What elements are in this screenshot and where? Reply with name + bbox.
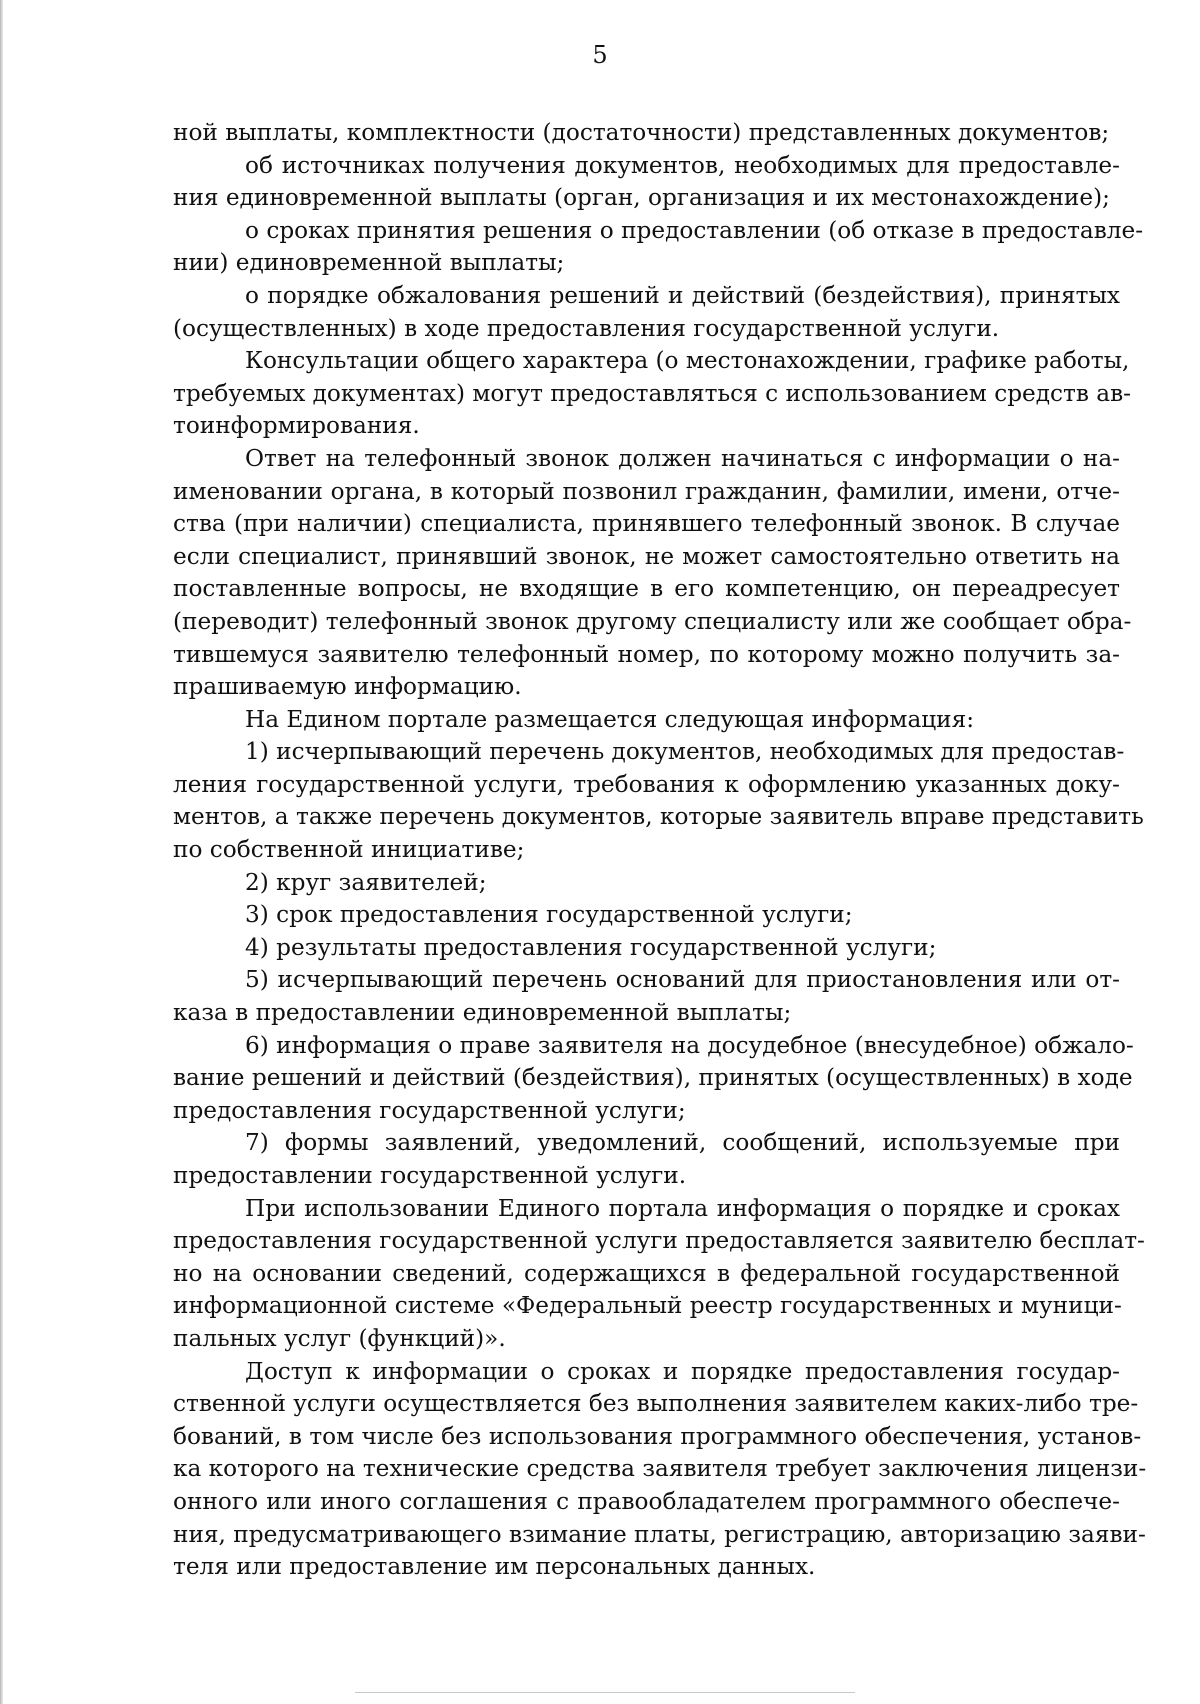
text-line: вание решений и действий (бездействия), принятых (осуществленных) в ходе	[173, 1064, 1133, 1092]
text-line: (переводит) телефонный звонок другому специалисту или же сообщает обра-	[173, 607, 1132, 635]
text-line: прашиваемую информацию.	[173, 673, 522, 701]
text-line: именовании органа, в который позвонил гражданин, фамилии, имени, отче-	[173, 477, 1120, 505]
text-line: требуемых документах) могут предоставляться с использованием средств ав-	[173, 379, 1131, 407]
text-line: о порядке обжалования решений и действий (бездействия), принятых	[245, 281, 1120, 309]
text-line: предоставления государственной услуги;	[173, 1096, 686, 1124]
text-line: ния единовременной выплаты (орган, организация и их местонахождение);	[173, 184, 1110, 212]
text-line: (осуществленных) в ходе предоставления государственной услуги.	[173, 314, 1000, 342]
text-line: Доступ к информации о сроках и порядке предоставления государ-	[245, 1357, 1120, 1385]
text-line: пальных услуг (функций)».	[173, 1324, 506, 1352]
text-line: ния, предусматривающего взимание платы, регистрацию, авторизацию заяви-	[173, 1520, 1146, 1548]
text-line: каза в предоставлении единовременной выплаты;	[173, 999, 792, 1027]
scan-edge-left	[0, 0, 3, 1704]
text-line: информационной системе «Федеральный реестр государственных и муници-	[173, 1292, 1122, 1320]
text-line: 7) формы заявлений, уведомлений, сообщений, используемые при	[245, 1129, 1120, 1157]
text-line: поставленные вопросы, не входящие в его компетенцию, он переадресует	[173, 575, 1120, 603]
text-line: о сроках принятия решения о предоставлении (об отказе в предоставле-	[245, 216, 1144, 244]
scan-edge-bottom	[355, 1692, 855, 1693]
text-line: но на основании сведений, содержащихся в федеральной государственной	[173, 1259, 1120, 1287]
text-line: если специалист, принявший звонок, не может самостоятельно ответить на	[173, 542, 1120, 570]
text-line: 3) срок предоставления государственной услуги;	[245, 901, 853, 929]
text-line: ментов, а также перечень документов, которые заявитель вправе представить	[173, 803, 1144, 831]
text-line: При использовании Единого портала информация о порядке и сроках	[245, 1194, 1120, 1222]
text-line: тившемуся заявителю телефонный номер, по которому можно получить за-	[173, 640, 1120, 668]
text-line: 1) исчерпывающий перечень документов, необходимых для предостав-	[245, 738, 1125, 766]
text-line: ственной услуги осуществляется без выполнения заявителем каких-либо тре-	[173, 1390, 1139, 1418]
text-line: 4) результаты предоставления государственной услуги;	[245, 933, 937, 961]
text-line: На Едином портале размещается следующая информация:	[245, 705, 975, 733]
text-line: ной выплаты, комплектности (достаточности) представленных документов;	[173, 119, 1110, 146]
text-line: ства (при наличии) специалиста, принявшего телефонный звонок. В случае	[173, 510, 1120, 538]
text-line: Ответ на телефонный звонок должен начинаться с информации о на-	[245, 444, 1120, 472]
text-line: теля или предоставление им персональных данных.	[173, 1553, 816, 1581]
text-line: Консультации общего характера (о местонахождении, графике работы,	[245, 347, 1130, 375]
text-line: 2) круг заявителей;	[245, 868, 487, 896]
text-line: ления государственной услуги, требования к оформлению указанных доку-	[173, 770, 1120, 798]
text-line: тоинформирования.	[173, 412, 420, 440]
text-line: онного или иного соглашения с правообладателем программного обеспече-	[173, 1487, 1120, 1515]
text-line: бований, в том числе без использования программного обеспечения, установ-	[173, 1422, 1142, 1450]
body-text	[173, 117, 1147, 1584]
text-line: предоставлении государственной услуги.	[173, 1162, 687, 1189]
text-line: 5) исчерпывающий перечень оснований для приостановления или от-	[245, 966, 1120, 994]
text-line: ка которого на технические средства заявителя требует заключения лицензи-	[173, 1455, 1147, 1483]
text-line: по собственной инициативе;	[173, 836, 525, 864]
text-line: 6) информация о праве заявителя на досудебное (внесудебное) обжало-	[245, 1031, 1134, 1059]
text-line: нии) единовременной выплаты;	[173, 249, 565, 277]
text-line: об источниках получения документов, необходимых для предоставле-	[245, 151, 1120, 179]
text-line: предоставления государственной услуги предоставляется заявителю бесплат-	[173, 1227, 1145, 1255]
page-number: 5	[592, 41, 608, 69]
